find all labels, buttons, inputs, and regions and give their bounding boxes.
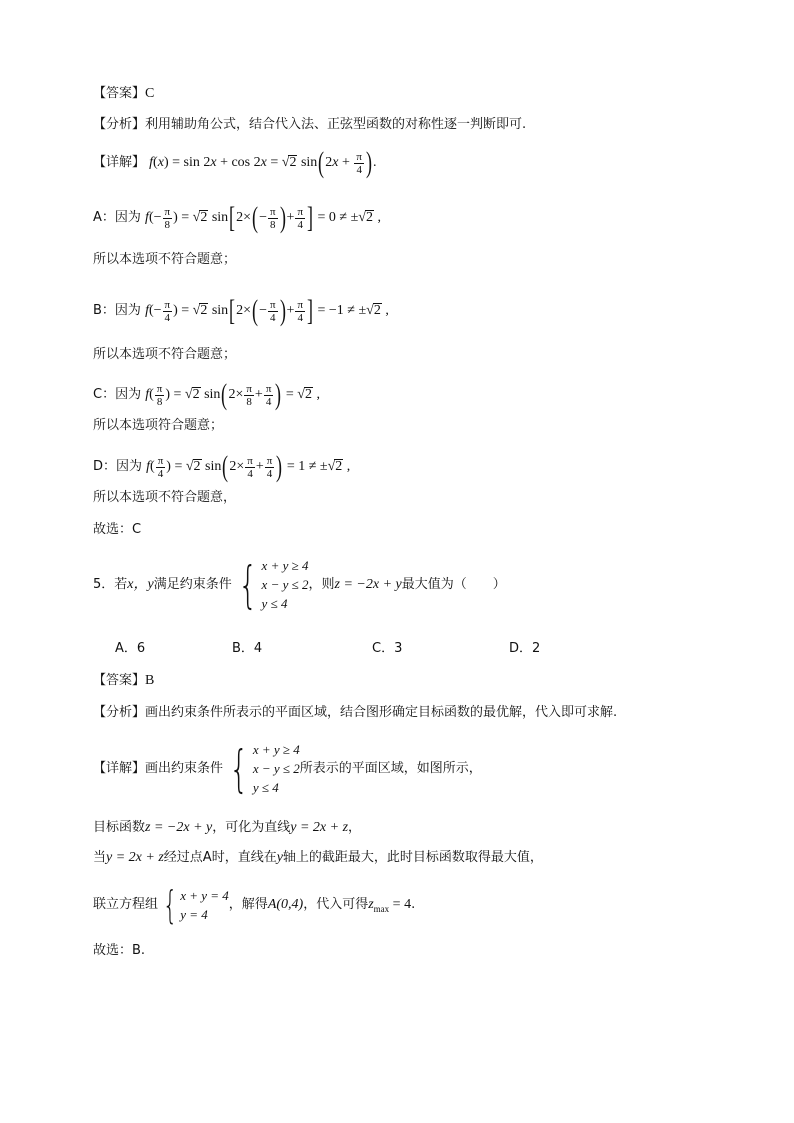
text: 当 — [93, 850, 107, 865]
detail-tag: 【详解】 — [93, 155, 146, 171]
option-a-formula: f(− $\frac{\pi}{8}$ ) = √2 sin[2×(− $\frac{\pi}{8}$ )+ $\frac{\pi}{4}$ ] = 0 ≠ ±√2 , — [145, 201, 381, 234]
answer-tag: 【答案】 — [93, 673, 146, 688]
constraint-1: x + y ≥ 4 — [261, 558, 309, 573]
q4-option-d-line — [93, 452, 714, 482]
q5-objective: z = −2x + y — [334, 577, 402, 592]
q5-stem-prefix: 5．若 — [93, 577, 128, 592]
text: 联立方程组 — [93, 897, 159, 912]
equation-1: x + y = 4 — [180, 887, 229, 903]
q4-option-c-line — [93, 380, 714, 410]
option-d-formula: f( $\frac{\pi}{4}$ ) = √2 sin(2× $\frac{\pi}{4}$ + $\frac{\pi}{4}$ ) = 1 ≠ ±√2 , — [146, 450, 351, 483]
text: . — [411, 897, 416, 912]
constraint-2: x − y ≤ 2 — [252, 761, 300, 776]
analysis-text: 利用辅助角公式，结合代入法、正弦型函数的对称性逐一判断即可. — [145, 117, 527, 132]
q4-analysis-line — [93, 115, 714, 135]
zmax-subscript: max — [373, 904, 390, 914]
zmax-expr — [368, 897, 411, 912]
line-formula: y = 2x + z — [106, 850, 164, 865]
detail-tag: 【详解】 — [93, 761, 146, 776]
q5-option-b: B．4 — [232, 641, 263, 656]
text: ，代入可得 — [303, 897, 369, 912]
q5-system-line — [93, 884, 714, 930]
q5-option-a: A．6 — [115, 641, 146, 656]
analysis-tag: 【分析】 — [93, 117, 146, 132]
zmax-var: z — [368, 897, 374, 912]
q5-stem-suffix-2: 最大值为（ ） — [401, 577, 506, 592]
q4-option-d-conclusion: 所以本选项不符合题意， — [93, 490, 237, 505]
detail-post: 所表示的平面区域，如图所示， — [299, 761, 482, 776]
q4-option-a-line — [93, 203, 714, 233]
axis-var: y — [276, 850, 283, 865]
text: 经过点A时，直线在 — [163, 850, 277, 865]
q4-option-c-conclusion: 所以本选项符合题意； — [93, 418, 224, 433]
text: ，可化为直线 — [212, 820, 291, 835]
q5-answer-line — [93, 671, 714, 691]
objective-formula: z = −2x + y — [145, 820, 213, 835]
text: 轴上的截距最大，此时目标函数取得最大值， — [282, 850, 543, 865]
text: ，解得 — [228, 897, 268, 912]
option-b-label: B：因为 — [93, 303, 141, 319]
q4-option-b-line — [93, 296, 714, 326]
option-d-label: D：因为 — [93, 459, 143, 475]
analysis-tag: 【分析】 — [93, 705, 146, 720]
q5-detail-line — [93, 740, 714, 797]
q5-stem-mid: 满足约束条件 — [153, 577, 232, 592]
q5-detail-constraint-system: { x + y ≥ 4 x − y ≤ 2 y ≤ 4 — [229, 739, 300, 798]
text: 目标函数 — [93, 820, 146, 835]
q5-analysis-line — [93, 703, 714, 723]
equation-2: y = 4 — [180, 906, 208, 922]
q4-choice: 故选：C — [93, 522, 142, 537]
q5-constraint-system: { x + y ≥ 4 x − y ≤ 2 y ≤ 4 — [238, 555, 309, 614]
answer-value: B — [145, 673, 155, 688]
q4-option-a-conclusion: 所以本选项不符合题意； — [93, 252, 237, 267]
q5-stem-suffix-1: ，则 — [308, 577, 335, 592]
q5-max-line — [93, 848, 714, 868]
constraint-3: y ≤ 4 — [252, 780, 279, 795]
detail-formula: f(x) = sin 2x + cos 2x = √2 sin(2x + $\frac{\pi}{4}$ ). — [149, 146, 377, 179]
q5-option-d: D．2 — [509, 641, 541, 656]
option-c-label: C：因为 — [93, 387, 142, 403]
option-a-label: A：因为 — [93, 210, 141, 226]
zmax-value: = 4 — [389, 897, 412, 912]
point-a: A(0,4) — [267, 897, 304, 912]
option-c-formula: f( $\frac{\pi}{8}$ ) = √2 sin(2× $\frac{\pi}{8}$ + $\frac{\pi}{4}$ ) = √2 , — [145, 378, 320, 411]
q5-choice: 故选：B. — [93, 943, 146, 958]
constraint-1: x + y ≥ 4 — [252, 742, 300, 757]
constraint-2: x − y ≤ 2 — [261, 577, 309, 592]
q4-option-b-conclusion: 所以本选项不符合题意； — [93, 347, 237, 362]
analysis-text: 画出约束条件所表示的平面区域，结合图形确定目标函数的最优解，代入即可求解. — [145, 705, 618, 720]
q4-answer-line — [93, 84, 714, 104]
detail-pre: 画出约束条件 — [145, 761, 224, 776]
q4-detail-line — [93, 148, 714, 178]
q5-stem-vars: x，y — [127, 577, 154, 592]
q5-objective-line — [93, 818, 714, 838]
answer-value: C — [145, 86, 155, 101]
option-b-formula: f(− $\frac{\pi}{4}$ ) = √2 sin[2×(− $\frac{\pi}{4}$ )+ $\frac{\pi}{4}$ ] = −1 ≠ ±√2 , — [145, 294, 389, 327]
answer-tag: 【答案】 — [93, 86, 146, 101]
line-formula: y = 2x + z — [290, 820, 349, 835]
text: ， — [348, 820, 362, 835]
q5-stem — [93, 556, 714, 613]
q5-option-c: C．3 — [372, 641, 403, 656]
q5-equation-system: { x + y = 4 y = 4 — [162, 882, 229, 927]
constraint-3: y ≤ 4 — [261, 596, 288, 611]
